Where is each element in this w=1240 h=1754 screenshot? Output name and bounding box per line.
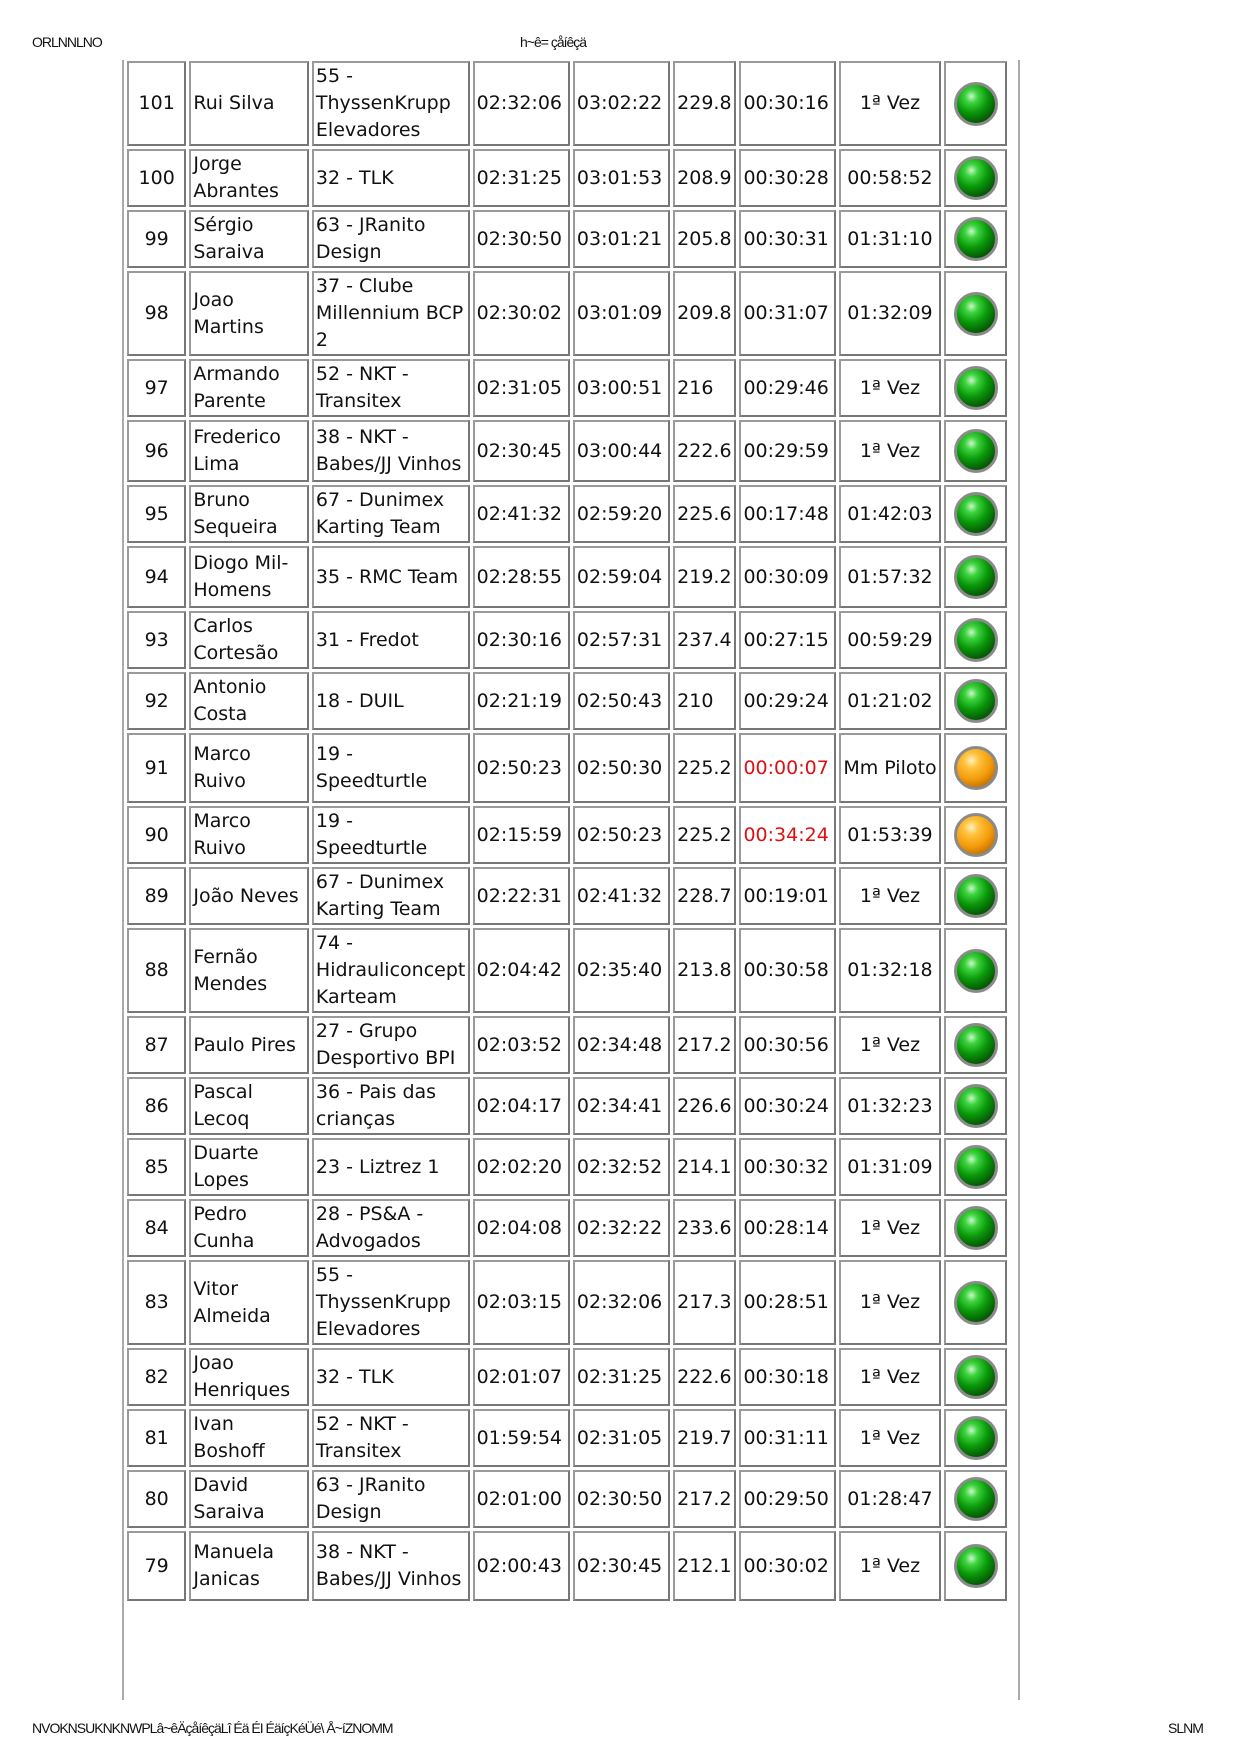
speed-value: 212.1 — [673, 1531, 736, 1601]
table-row — [127, 1199, 1007, 1257]
start-time: 02:15:59 — [473, 806, 570, 864]
table-row — [127, 271, 1007, 356]
lap-number: 82 — [127, 1348, 186, 1406]
stint-duration: 00:30:02 — [739, 1531, 835, 1601]
status-cell — [944, 1531, 1007, 1601]
previous-stint: 01:28:47 — [839, 1470, 942, 1528]
start-time: 02:04:08 — [473, 1199, 570, 1257]
team-name: 23 - Liztrez 1 — [312, 1138, 470, 1196]
lap-number: 81 — [127, 1409, 186, 1467]
status-cell — [944, 867, 1007, 925]
stint-duration: 00:31:07 — [739, 271, 835, 356]
lap-number: 101 — [127, 61, 186, 146]
previous-stint: 1ª Vez — [839, 867, 942, 925]
table-row — [127, 733, 1007, 803]
stint-duration: 00:29:50 — [739, 1470, 835, 1528]
end-time: 03:01:53 — [573, 149, 670, 207]
stint-duration: 00:30:16 — [739, 61, 835, 146]
start-time: 02:50:23 — [473, 733, 570, 803]
status-cell — [944, 611, 1007, 669]
stint-duration: 00:30:56 — [739, 1016, 835, 1074]
lap-number: 83 — [127, 1260, 186, 1345]
table-row — [127, 928, 1007, 1013]
team-name: 55 - ThyssenKrupp Elevadores — [312, 61, 470, 146]
status-cell — [944, 359, 1007, 417]
stint-duration: 00:19:01 — [739, 867, 835, 925]
green-status-light-icon — [954, 217, 998, 261]
green-status-light-icon — [954, 492, 998, 536]
speed-value: 217.3 — [673, 1260, 736, 1345]
start-time: 02:31:05 — [473, 359, 570, 417]
team-name: 38 - NKT - Babes/JJ Vinhos — [312, 420, 470, 482]
green-status-light-icon — [954, 1084, 998, 1128]
status-cell — [944, 210, 1007, 268]
end-time: 03:01:21 — [573, 210, 670, 268]
previous-stint: Mm Piloto — [839, 733, 942, 803]
lap-number: 96 — [127, 420, 186, 482]
green-status-light-icon — [954, 366, 998, 410]
speed-value: 216 — [673, 359, 736, 417]
green-status-light-icon — [954, 949, 998, 993]
lap-number: 94 — [127, 546, 186, 608]
table-row — [127, 1138, 1007, 1196]
end-time: 02:59:04 — [573, 546, 670, 608]
lap-number: 86 — [127, 1077, 186, 1135]
green-status-light-icon — [954, 429, 998, 473]
start-time: 02:28:55 — [473, 546, 570, 608]
team-name: 32 - TLK — [312, 1348, 470, 1406]
results-table-container — [122, 60, 1020, 1700]
green-status-light-icon — [954, 1355, 998, 1399]
start-time: 02:04:42 — [473, 928, 570, 1013]
status-cell — [944, 1409, 1007, 1467]
start-time: 02:03:15 — [473, 1260, 570, 1345]
page-header-code: ORLNNLNO — [32, 34, 102, 50]
status-cell — [944, 1016, 1007, 1074]
previous-stint: 01:32:09 — [839, 271, 942, 356]
table-row — [127, 1348, 1007, 1406]
stint-duration: 00:29:59 — [739, 420, 835, 482]
status-cell — [944, 546, 1007, 608]
driver-name: Antonio Costa — [189, 672, 309, 730]
lap-number: 85 — [127, 1138, 186, 1196]
previous-stint: 1ª Vez — [839, 420, 942, 482]
speed-value: 222.6 — [673, 1348, 736, 1406]
speed-value: 205.8 — [673, 210, 736, 268]
previous-stint: 01:21:02 — [839, 672, 942, 730]
green-status-light-icon — [954, 555, 998, 599]
green-status-light-icon — [954, 292, 998, 336]
previous-stint: 00:58:52 — [839, 149, 942, 207]
end-time: 02:34:41 — [573, 1077, 670, 1135]
orange-status-light-icon — [954, 813, 998, 857]
status-cell — [944, 485, 1007, 543]
stint-duration: 00:31:11 — [739, 1409, 835, 1467]
team-name: 32 - TLK — [312, 149, 470, 207]
status-cell — [944, 1138, 1007, 1196]
team-name: 67 - Dunimex Karting Team — [312, 485, 470, 543]
team-name: 28 - PS&A - Advogados — [312, 1199, 470, 1257]
speed-value: 237.4 — [673, 611, 736, 669]
table-row — [127, 672, 1007, 730]
status-cell — [944, 733, 1007, 803]
driver-name: Pedro Cunha — [189, 1199, 309, 1257]
previous-stint: 1ª Vez — [839, 1409, 942, 1467]
end-time: 02:32:06 — [573, 1260, 670, 1345]
team-name: 19 - Speedturtle — [312, 733, 470, 803]
lap-number: 80 — [127, 1470, 186, 1528]
orange-status-light-icon — [954, 746, 998, 790]
lap-number: 88 — [127, 928, 186, 1013]
end-time: 02:34:48 — [573, 1016, 670, 1074]
previous-stint: 1ª Vez — [839, 1348, 942, 1406]
previous-stint: 00:59:29 — [839, 611, 942, 669]
speed-value: 219.7 — [673, 1409, 736, 1467]
previous-stint: 01:32:18 — [839, 928, 942, 1013]
driver-name: Jorge Abrantes — [189, 149, 309, 207]
speed-value: 225.2 — [673, 733, 736, 803]
previous-stint: 1ª Vez — [839, 1016, 942, 1074]
speed-value: 219.2 — [673, 546, 736, 608]
page-footer-url: NVOKNSUKNKNWPLâ~êÄçåíêçäLî Éä ÉI ÉäíçKéÜé\ Å~íZNOMM — [32, 1720, 393, 1736]
green-status-light-icon — [954, 1416, 998, 1460]
driver-name: Diogo Mil-Homens — [189, 546, 309, 608]
driver-name: Armando Parente — [189, 359, 309, 417]
start-time: 02:01:00 — [473, 1470, 570, 1528]
start-time: 02:32:06 — [473, 61, 570, 146]
end-time: 02:59:20 — [573, 485, 670, 543]
end-time: 03:00:51 — [573, 359, 670, 417]
lap-number: 89 — [127, 867, 186, 925]
speed-value: 214.1 — [673, 1138, 736, 1196]
end-time: 02:50:23 — [573, 806, 670, 864]
green-status-light-icon — [954, 874, 998, 918]
stint-duration: 00:30:18 — [739, 1348, 835, 1406]
driver-name: Marco Ruivo — [189, 733, 309, 803]
team-name: 74 - Hidrauliconcept Karteam — [312, 928, 470, 1013]
table-row — [127, 546, 1007, 608]
table-row — [127, 1531, 1007, 1601]
start-time: 02:30:45 — [473, 420, 570, 482]
stint-duration: 00:17:48 — [739, 485, 835, 543]
speed-value: 226.6 — [673, 1077, 736, 1135]
table-row — [127, 806, 1007, 864]
team-name: 19 - Speedturtle — [312, 806, 470, 864]
driver-name: Paulo Pires — [189, 1016, 309, 1074]
driver-name: Duarte Lopes — [189, 1138, 309, 1196]
lap-number: 87 — [127, 1016, 186, 1074]
green-status-light-icon — [954, 1281, 998, 1325]
speed-value: 225.6 — [673, 485, 736, 543]
lap-number: 100 — [127, 149, 186, 207]
green-status-light-icon — [954, 1145, 998, 1189]
table-row — [127, 420, 1007, 482]
table-row — [127, 1016, 1007, 1074]
results-table-body — [127, 61, 1007, 1601]
start-time: 02:21:19 — [473, 672, 570, 730]
green-status-light-icon — [954, 679, 998, 723]
end-time: 02:30:45 — [573, 1531, 670, 1601]
lap-number: 84 — [127, 1199, 186, 1257]
start-time: 02:00:43 — [473, 1531, 570, 1601]
green-status-light-icon — [954, 1544, 998, 1588]
team-name: 38 - NKT - Babes/JJ Vinhos — [312, 1531, 470, 1601]
driver-name: Joao Henriques — [189, 1348, 309, 1406]
driver-name: Joao Martins — [189, 271, 309, 356]
start-time: 02:31:25 — [473, 149, 570, 207]
stint-duration: 00:30:58 — [739, 928, 835, 1013]
team-name: 52 - NKT - Transitex — [312, 1409, 470, 1467]
team-name: 63 - JRanito Design — [312, 1470, 470, 1528]
speed-value: 208.9 — [673, 149, 736, 207]
driver-name: Vitor Almeida — [189, 1260, 309, 1345]
status-cell — [944, 806, 1007, 864]
previous-stint: 1ª Vez — [839, 359, 942, 417]
speed-value: 217.2 — [673, 1016, 736, 1074]
end-time: 02:30:50 — [573, 1470, 670, 1528]
start-time: 02:02:20 — [473, 1138, 570, 1196]
lap-number: 92 — [127, 672, 186, 730]
team-name: 18 - DUIL — [312, 672, 470, 730]
stint-duration: 00:29:24 — [739, 672, 835, 730]
start-time: 02:30:02 — [473, 271, 570, 356]
end-time: 02:41:32 — [573, 867, 670, 925]
end-time: 02:35:40 — [573, 928, 670, 1013]
green-status-light-icon — [954, 82, 998, 126]
lap-number: 79 — [127, 1531, 186, 1601]
stint-duration: 00:27:15 — [739, 611, 835, 669]
end-time: 02:57:31 — [573, 611, 670, 669]
team-name: 31 - Fredot — [312, 611, 470, 669]
status-cell — [944, 928, 1007, 1013]
table-row — [127, 1077, 1007, 1135]
status-cell — [944, 271, 1007, 356]
status-cell — [944, 1199, 1007, 1257]
stint-duration: 00:30:32 — [739, 1138, 835, 1196]
lap-number: 90 — [127, 806, 186, 864]
speed-value: 210 — [673, 672, 736, 730]
stint-duration: 00:34:24 — [739, 806, 835, 864]
table-row — [127, 1470, 1007, 1528]
start-time: 02:01:07 — [473, 1348, 570, 1406]
driver-name: Rui Silva — [189, 61, 309, 146]
start-time: 02:30:50 — [473, 210, 570, 268]
start-time: 02:22:31 — [473, 867, 570, 925]
driver-name: Manuela Janicas — [189, 1531, 309, 1601]
team-name: 55 - ThyssenKrupp Elevadores — [312, 1260, 470, 1345]
green-status-light-icon — [954, 1023, 998, 1067]
end-time: 02:32:22 — [573, 1199, 670, 1257]
driver-name: Fernão Mendes — [189, 928, 309, 1013]
driver-name: Bruno Sequeira — [189, 485, 309, 543]
end-time: 02:50:43 — [573, 672, 670, 730]
driver-name: Ivan Boshoff — [189, 1409, 309, 1467]
end-time: 03:02:22 — [573, 61, 670, 146]
table-row — [127, 210, 1007, 268]
start-time: 02:03:52 — [473, 1016, 570, 1074]
driver-name: Carlos Cortesão — [189, 611, 309, 669]
stint-duration: 00:30:28 — [739, 149, 835, 207]
speed-value: 228.7 — [673, 867, 736, 925]
status-cell — [944, 1470, 1007, 1528]
speed-value: 225.2 — [673, 806, 736, 864]
start-time: 01:59:54 — [473, 1409, 570, 1467]
speed-value: 213.8 — [673, 928, 736, 1013]
stint-duration: 00:30:24 — [739, 1077, 835, 1135]
page-footer-page-number: SLNM — [1168, 1720, 1203, 1736]
green-status-light-icon — [954, 618, 998, 662]
lap-number: 99 — [127, 210, 186, 268]
status-cell — [944, 1260, 1007, 1345]
table-row — [127, 485, 1007, 543]
lap-number: 98 — [127, 271, 186, 356]
driver-name: Marco Ruivo — [189, 806, 309, 864]
speed-value: 222.6 — [673, 420, 736, 482]
lap-number: 95 — [127, 485, 186, 543]
status-cell — [944, 420, 1007, 482]
results-table — [124, 60, 1010, 1604]
driver-name: Sérgio Saraiva — [189, 210, 309, 268]
team-name: 36 - Pais das crianças — [312, 1077, 470, 1135]
previous-stint: 1ª Vez — [839, 1531, 942, 1601]
stint-duration: 00:29:46 — [739, 359, 835, 417]
stint-duration: 00:30:31 — [739, 210, 835, 268]
previous-stint: 01:57:32 — [839, 546, 942, 608]
lap-number: 97 — [127, 359, 186, 417]
end-time: 02:31:05 — [573, 1409, 670, 1467]
end-time: 02:31:25 — [573, 1348, 670, 1406]
team-name: 52 - NKT - Transitex — [312, 359, 470, 417]
start-time: 02:04:17 — [473, 1077, 570, 1135]
speed-value: 209.8 — [673, 271, 736, 356]
green-status-light-icon — [954, 1477, 998, 1521]
table-row — [127, 1260, 1007, 1345]
lap-number: 91 — [127, 733, 186, 803]
previous-stint: 01:31:10 — [839, 210, 942, 268]
driver-name: João Neves — [189, 867, 309, 925]
end-time: 02:50:30 — [573, 733, 670, 803]
previous-stint: 01:53:39 — [839, 806, 942, 864]
end-time: 02:32:52 — [573, 1138, 670, 1196]
team-name: 37 - Clube Millennium BCP 2 — [312, 271, 470, 356]
previous-stint: 1ª Vez — [839, 1199, 942, 1257]
previous-stint: 01:42:03 — [839, 485, 942, 543]
driver-name: Pascal Lecoq — [189, 1077, 309, 1135]
status-cell — [944, 672, 1007, 730]
speed-value: 217.2 — [673, 1470, 736, 1528]
previous-stint: 1ª Vez — [839, 61, 942, 146]
status-cell — [944, 149, 1007, 207]
speed-value: 233.6 — [673, 1199, 736, 1257]
speed-value: 229.8 — [673, 61, 736, 146]
driver-name: Frederico Lima — [189, 420, 309, 482]
start-time: 02:30:16 — [473, 611, 570, 669]
team-name: 67 - Dunimex Karting Team — [312, 867, 470, 925]
green-status-light-icon — [954, 156, 998, 200]
stint-duration: 00:30:09 — [739, 546, 835, 608]
driver-name: David Saraiva — [189, 1470, 309, 1528]
status-cell — [944, 61, 1007, 146]
team-name: 35 - RMC Team — [312, 546, 470, 608]
start-time: 02:41:32 — [473, 485, 570, 543]
table-row — [127, 61, 1007, 146]
team-name: 63 - JRanito Design — [312, 210, 470, 268]
end-time: 03:01:09 — [573, 271, 670, 356]
stint-duration: 00:28:14 — [739, 1199, 835, 1257]
previous-stint: 01:32:23 — [839, 1077, 942, 1135]
green-status-light-icon — [954, 1206, 998, 1250]
previous-stint: 01:31:09 — [839, 1138, 942, 1196]
lap-number: 93 — [127, 611, 186, 669]
table-row — [127, 149, 1007, 207]
table-row — [127, 867, 1007, 925]
status-cell — [944, 1348, 1007, 1406]
previous-stint: 1ª Vez — [839, 1260, 942, 1345]
stint-duration: 00:00:07 — [739, 733, 835, 803]
team-name: 27 - Grupo Desportivo BPI — [312, 1016, 470, 1074]
table-row — [127, 611, 1007, 669]
table-row — [127, 1409, 1007, 1467]
end-time: 03:00:44 — [573, 420, 670, 482]
table-row — [127, 359, 1007, 417]
page-header-title: h~ê= çåíêçä — [520, 34, 587, 50]
stint-duration: 00:28:51 — [739, 1260, 835, 1345]
status-cell — [944, 1077, 1007, 1135]
